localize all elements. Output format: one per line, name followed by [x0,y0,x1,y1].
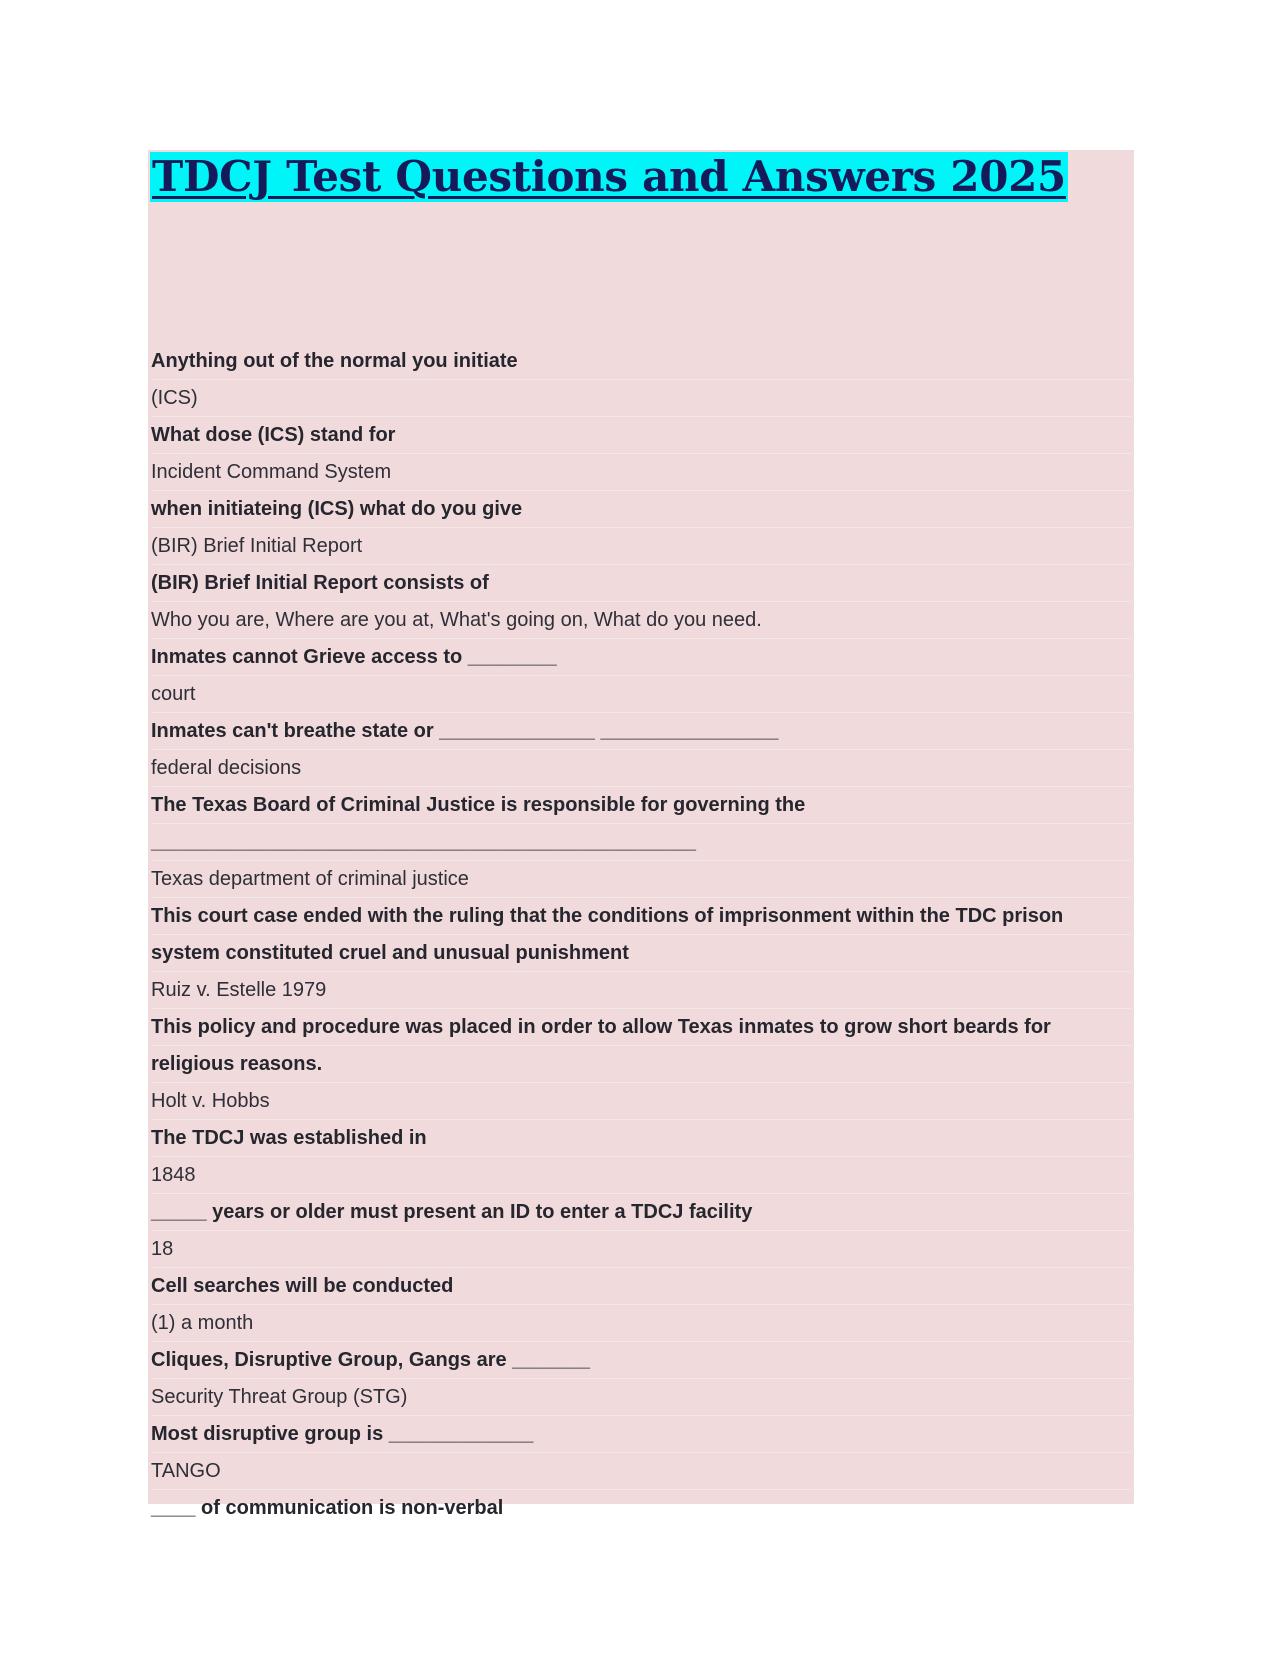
question-line-continued: system constituted cruel and unusual punishment [151,935,1131,972]
question-line: (BIR) Brief Initial Report consists of [151,565,1131,602]
question-line: The TDCJ was established in [151,1120,1131,1157]
qa-list [151,343,1131,1527]
question-line-continued: religious reasons. [151,1046,1131,1083]
question-line: Cell searches will be conducted [151,1268,1131,1305]
question-line: Inmates cannot Grieve access to ________ [151,639,1131,676]
answer-line: Security Threat Group (STG) [151,1379,1131,1416]
question-line: _____ years or older must present an ID to enter a TDCJ facility [151,1194,1131,1231]
answer-line: court [151,676,1131,713]
question-line: This policy and procedure was placed in order to allow Texas inmates to grow short beards for [151,1009,1131,1046]
question-line: Cliques, Disruptive Group, Gangs are _______ [151,1342,1131,1379]
question-line: when initiateing (ICS) what do you give [151,491,1131,528]
answer-line: Ruiz v. Estelle 1979 [151,972,1131,1009]
answer-line: Who you are, Where are you at, What's going on, What do you need. [151,602,1131,639]
answer-line: federal decisions [151,750,1131,787]
question-line: ____ of communication is non-verbal [151,1490,1131,1527]
question-blank-line: _________________________________________________ [151,824,1131,861]
question-line: Anything out of the normal you initiate [151,343,1131,380]
answer-line: Holt v. Hobbs [151,1083,1131,1120]
question-line: Most disruptive group is _____________ [151,1416,1131,1453]
answer-line: 1848 [151,1157,1131,1194]
question-line: This court case ended with the ruling that the conditions of imprisonment within the TDC prison [151,898,1131,935]
answer-line: Texas department of criminal justice [151,861,1131,898]
question-line: What dose (ICS) stand for [151,417,1131,454]
answer-line: (BIR) Brief Initial Report [151,528,1131,565]
answer-line: 18 [151,1231,1131,1268]
question-line: Inmates can't breathe state or ______________ ________________ [151,713,1131,750]
document-title: TDCJ Test Questions and Answers 2025 [152,152,1066,201]
answer-line: Incident Command System [151,454,1131,491]
answer-line: (1) a month [151,1305,1131,1342]
question-line: The Texas Board of Criminal Justice is responsible for governing the [151,787,1131,824]
answer-line: TANGO [151,1453,1131,1490]
answer-line: (ICS) [151,380,1131,417]
